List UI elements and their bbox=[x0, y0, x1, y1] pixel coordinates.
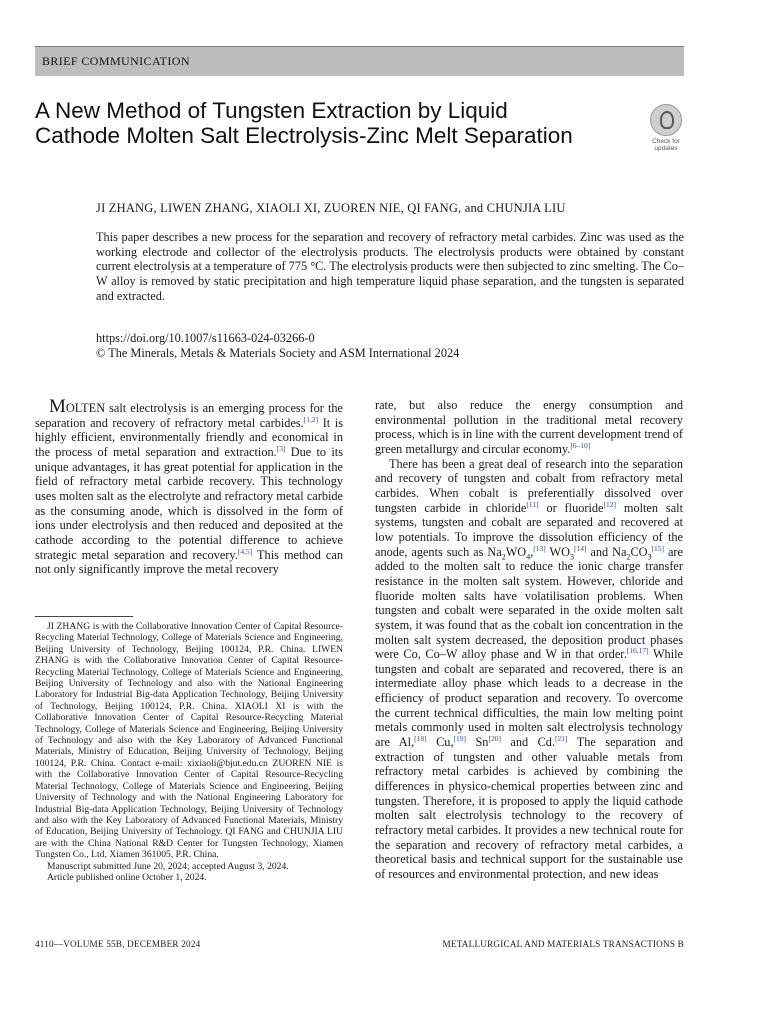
citation-link[interactable]: [16,17] bbox=[626, 646, 649, 656]
body-column-left bbox=[35, 396, 344, 577]
bookmark-icon bbox=[650, 104, 682, 136]
doi-link[interactable]: https://doi.org/10.1007/s11663-024-03266-0 bbox=[96, 331, 315, 345]
publication-date: Article published online October 1, 2024. bbox=[47, 871, 207, 883]
copyright-notice: © The Minerals, Metals & Materials Society and ASM International 2024 bbox=[96, 346, 460, 360]
footnote-divider bbox=[35, 616, 133, 617]
footer-volume: 4110—VOLUME 55B, DECEMBER 2024 bbox=[35, 939, 201, 949]
drop-cap: M bbox=[49, 396, 66, 417]
citation-link[interactable]: [12] bbox=[603, 499, 616, 509]
article-title: A New Method of Tungsten Extraction by Liquid Cathode Molten Salt Electrolysis-Zinc Melt Separation bbox=[35, 98, 573, 148]
citation-link[interactable]: [18] bbox=[414, 734, 427, 743]
citation-link[interactable]: [4,5] bbox=[237, 546, 253, 556]
citation-link[interactable]: [1,2] bbox=[303, 414, 319, 424]
citation-link[interactable]: [21] bbox=[555, 734, 568, 743]
citation-link[interactable]: [3] bbox=[276, 443, 286, 453]
author-list: JI ZHANG, LIWEN ZHANG, XIAOLI XI, ZUOREN NIE, QI FANG, and CHUNJIA LIU bbox=[96, 201, 566, 215]
citation-link[interactable]: [11] bbox=[526, 499, 539, 509]
doi-block bbox=[96, 331, 459, 361]
citation-link[interactable]: [14] bbox=[573, 543, 587, 553]
citation-link[interactable]: [6–10] bbox=[570, 440, 591, 450]
manuscript-dates: Manuscript submitted June 20, 2024; accepted August 3, 2024. bbox=[47, 860, 289, 872]
citation-link[interactable]: [19] bbox=[453, 734, 467, 743]
check-for-updates-label: Check for updates bbox=[652, 138, 680, 152]
body-column-right bbox=[375, 398, 683, 882]
check-for-updates-badge[interactable] bbox=[646, 104, 686, 152]
continued-paragraph: rate, but also reduce the energy consumption and environmental pollution in the traditional metal recovery process, which is in line with the current development trend of green metallurgy and circular economy.[6–10] bbox=[375, 398, 683, 456]
intro-paragraph: MOLTEN salt electrolysis is an emerging process for the separation and recovery of refractory metal carbides.[1,2] It is highly efficient, environmentally friendly and economical in the process of metal separation and extraction.[3] Due to its unique advantages, it has great potential for application in the field of refractory metal carbide recovery. This technology uses molten salt as the electrolyte and refractory metal carbide as the consuming anode, which is dissolved in the form of ions under electrolysis and then reduced and deposited at the cathode according to the potential difference to achieve strategic metal separation and recovery.[4,5] This method can not only significantly improve the metal recovery bbox=[35, 396, 344, 577]
author-affiliations bbox=[35, 621, 343, 883]
section-band bbox=[35, 46, 684, 76]
abstract: This paper describes a new process for the separation and recovery of refractory metal carbides. Zinc was used as the working electrode and collector of the electrolysis products. The electrolysis products were obtained by constant current electrolysis at a temperature of 775 °C. The electrolysis products were then subjected to zinc smelting. The Co–W alloy is removed by static precipitation and high temperature liquid phase separation, and the tungsten is separated and extracted. bbox=[96, 230, 684, 303]
research-paragraph: There has been a great deal of research into the separation and recovery of tungsten and cobalt from refractory metal carbides. When cobalt is preferentially dissolved over tungsten carbide in chloride[11] or fluoride[12] molten salt systems, tungsten and cobalt are separated and recovered at low potentials. To improve the dissolution efficiency of the anode, agents such as $Na_2WO_4,[13]$ $WO_3[14]$ and $Na_2CO_3[15]$ are added to the molten salt to reduce the ionic charge transfer resistance in the molten salt system. However, chloride and fluoride molten salts have volatilisation problems. When tungsten and cobalt were separated in the oxide molten salt system, it was found that as the cobalt ion concentration in the molten salt system decreased, the deposition product phases were Co, Co–W alloy phase and W in that order.[16,17] While tungsten and cobalt are separated and recovered, there is an intermediate alloy phase which leads to a decrease in the efficiency of product separation and recovery. To overcome the current technical difficulties, the main low melting point metals commonly used in molten salt electrolysis technology are Al,[18] Cu,[19] Sn[20] and Cd.[21] The separation and extraction of tungsten and other valuable metals from refractory metal carbides is achieved by combining the differences in physico-chemical properties between zinc and tungsten. Therefore, it is proposed to apply the liquid cathode molten salt electrolysis technology to the recovery of refractory metal carbides. It provides a new technical route for the separation and recovery of refractory metal carbides, a theoretical basis and technical support for the sustainable use of resources and environmental protection, and new ideas bbox=[375, 456, 684, 881]
citation-link[interactable]: [13] bbox=[533, 543, 546, 553]
citation-link[interactable]: [15] bbox=[651, 543, 665, 553]
affiliation-text: JI ZHANG is with the Collaborative Innovation Center of Capital Resource-Recycling Material Technology, College of Materials Science and Engineering, Beijing University of Technology, Beijing 100124, P.R. China. LIWEN ZHANG is with the Collaborative Innovation Center of Capital Resource-Recycling Material Technology, College of Materials Science and Engineering, Beijing University of Technology and also with the National Engineering Laboratory for Industrial Big-data Application Technology, Beijing University of Technology, Beijing 100124, P.R. China. XIAOLI XI is with the Collaborative Innovation Center of Capital Resource-Recycling Material Technology, College of Materials Science and Engineering, Beijing University of Technology and also with the Key Laboratory of Advanced Functional Materials, Ministry of Education, Beijing University of Technology, Beijing 100124, P.R. China. Contact e-mail: xixiaoli@bjut.edu.cn ZUOREN NIE is with the Collaborative Innovation Center of Capital Resource-Recycling Material Technology, College of Materials Science and Engineering, Beijing University of Technology and with the National Engineering Laboratory for Industrial Big-data Application Technology, Beijing University of Technology and also with the Key Laboratory of Advanced Functional Materials, Ministry of Education, Beijing University of Technology. QI FANG and CHUNJIA LIU are with the China National R&D Center for Tungsten Technology, Xiamen Tungsten Co., Ltd, Xiamen 361005, P.R. China. bbox=[35, 621, 343, 861]
section-label: BRIEF COMMUNICATION bbox=[42, 54, 190, 68]
footer-journal: METALLURGICAL AND MATERIALS TRANSACTIONS B bbox=[442, 939, 684, 949]
citation-link[interactable]: [20] bbox=[488, 734, 501, 743]
